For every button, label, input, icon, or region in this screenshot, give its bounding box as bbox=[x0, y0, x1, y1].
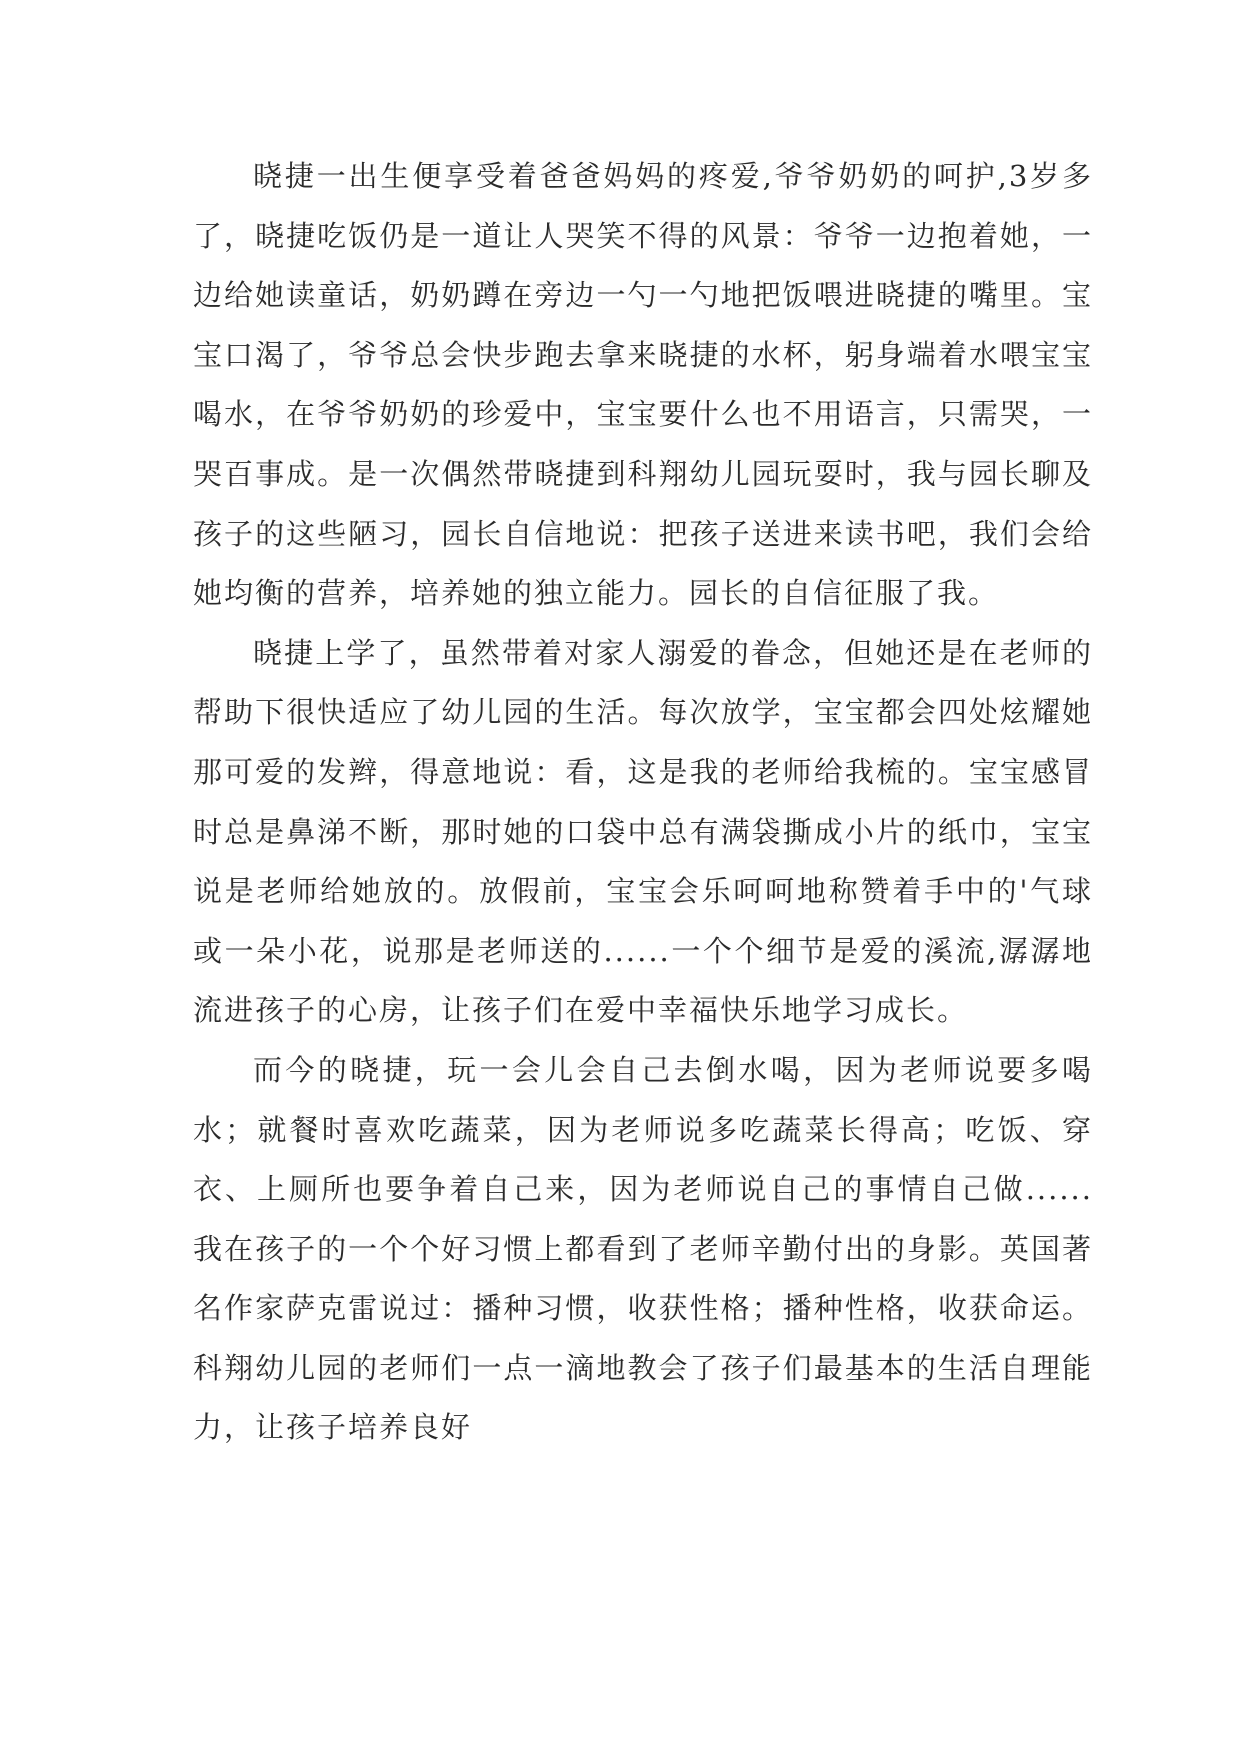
paragraph: 晓捷上学了，虽然带着对家人溺爱的眷念，但她还是在老师的帮助下很快适应了幼儿园的生活。每次放学，宝宝都会四处炫耀她那可爱的发辫，得意地说：看，这是我的老师给我梳的。宝宝感冒时总是鼻涕不断，那时她的口袋中总有满袋撕成小片的纸巾，宝宝说是老师给她放的。放假前，宝宝会乐呵呵地称赞着手中的'气球或一朵小花，说那是老师送的......一个个细节是爱的溪流,潺潺地流进孩子的心房，让孩子们在爱中幸福快乐地学习成长。 bbox=[193, 635, 1093, 1028]
paragraph: 而今的晓捷，玩一会儿会自己去倒水喝，因为老师说要多喝水；就餐时喜欢吃蔬菜，因为老师说多吃蔬菜长得高；吃饭、穿衣、上厕所也要争着自己来，因为老师说自己的事情自己做......我在孩子的一个个好习惯上都看到了老师辛勤付出的身影。英国著名作家萨克雷说过：播种习惯，收获性格；播种性格，收获命运。科翔幼儿园的老师们一点一滴地教会了孩子们最基本的生活自理能力，让孩子培养良好 bbox=[193, 1052, 1093, 1445]
document-body bbox=[193, 147, 1093, 1458]
paragraph: 晓捷一出生便享受着爸爸妈妈的疼爱,爷爷奶奶的呵护,3岁多了，晓捷吃饭仍是一道让人哭笑不得的风景：爷爷一边抱着她，一边给她读童话，奶奶蹲在旁边一勺一勺地把饭喂进晓捷的嘴里。宝宝口渴了，爷爷总会快步跑去拿来晓捷的水杯，躬身端着水喂宝宝喝水，在爷爷奶奶的珍爱中，宝宝要什么也不用语言，只需哭，一哭百事成。是一次偶然带晓捷到科翔幼儿园玩耍时，我与园长聊及孩子的这些陋习，园长自信地说：把孩子送进来读书吧，我们会给她均衡的营养，培养她的独立能力。园长的自信征服了我。 bbox=[193, 159, 1093, 611]
